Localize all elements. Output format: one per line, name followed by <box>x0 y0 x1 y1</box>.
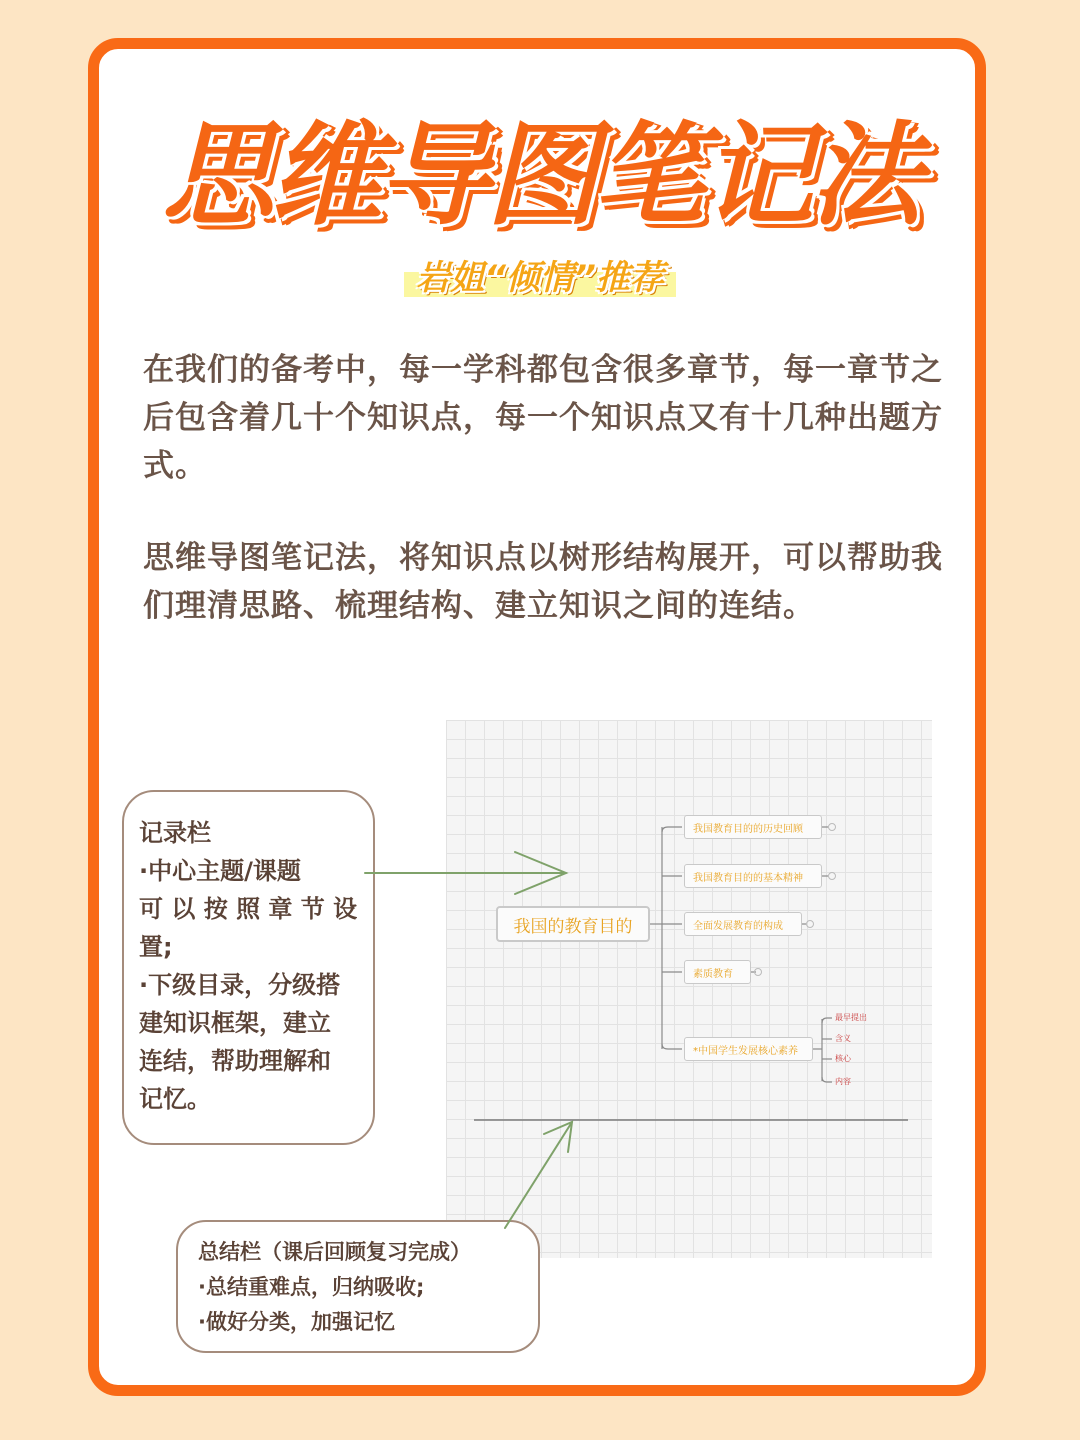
note-line: 总结栏（课后回顾复习完成） <box>198 1240 471 1264</box>
note-line: 记录栏 <box>139 819 211 847</box>
note-line: ·总结重难点，归纳吸收; <box>198 1275 425 1299</box>
note-line: 可 以 按 照 章 节 设 <box>139 895 358 923</box>
mindmap-leaf: 核心 <box>835 1054 851 1063</box>
mindmap-leaf: 含义 <box>835 1034 851 1043</box>
note-line: 置; <box>139 933 173 961</box>
mindmap-branch-node: 我国教育目的的历史回顾 <box>684 815 822 839</box>
arrow-head-icon <box>544 1122 572 1152</box>
note-line: 记忆。 <box>139 1085 211 1113</box>
note-line: 建知识框架，建立 <box>139 1009 331 1037</box>
mindmap-branch-node: 素质教育 <box>684 960 751 984</box>
mindmap-branch-node: 我国教育目的的基本精神 <box>684 864 822 888</box>
note-line: ·中心主题/课题 <box>139 857 301 885</box>
intro-paragraph: 在我们的备考中，每一学科都包含很多章节，每一章节之后包含着几十个知识点，每一个知识点又有十几种出题方式。 <box>143 352 943 484</box>
note-line: ·做好分类，加强记忆 <box>198 1310 395 1334</box>
mindmap-leaf: 内容 <box>835 1077 851 1086</box>
arrow-to-summary-line <box>505 1122 572 1228</box>
subtitle: 岩姐“倾情”推荐 <box>404 248 676 301</box>
method-paragraph: 思维导图笔记法，将知识点以树形结构展开，可以帮助我们理清思路、梳理结构、建立知识之间的连结。 <box>143 540 943 624</box>
mindmap-leaf: 最早提出 <box>835 1013 867 1022</box>
mindmap-branch-node: 全面发展教育的构成 <box>684 912 802 936</box>
mindmap-branch-node: *中国学生发展核心素养 <box>684 1037 813 1061</box>
note-line: ·下级目录，分级搭 <box>139 971 341 999</box>
page-title: 思维导图笔记法 <box>162 111 918 241</box>
mindmap-center-node: 我国的教育目的 <box>496 906 650 942</box>
note-line: 连结，帮助理解和 <box>139 1047 331 1075</box>
